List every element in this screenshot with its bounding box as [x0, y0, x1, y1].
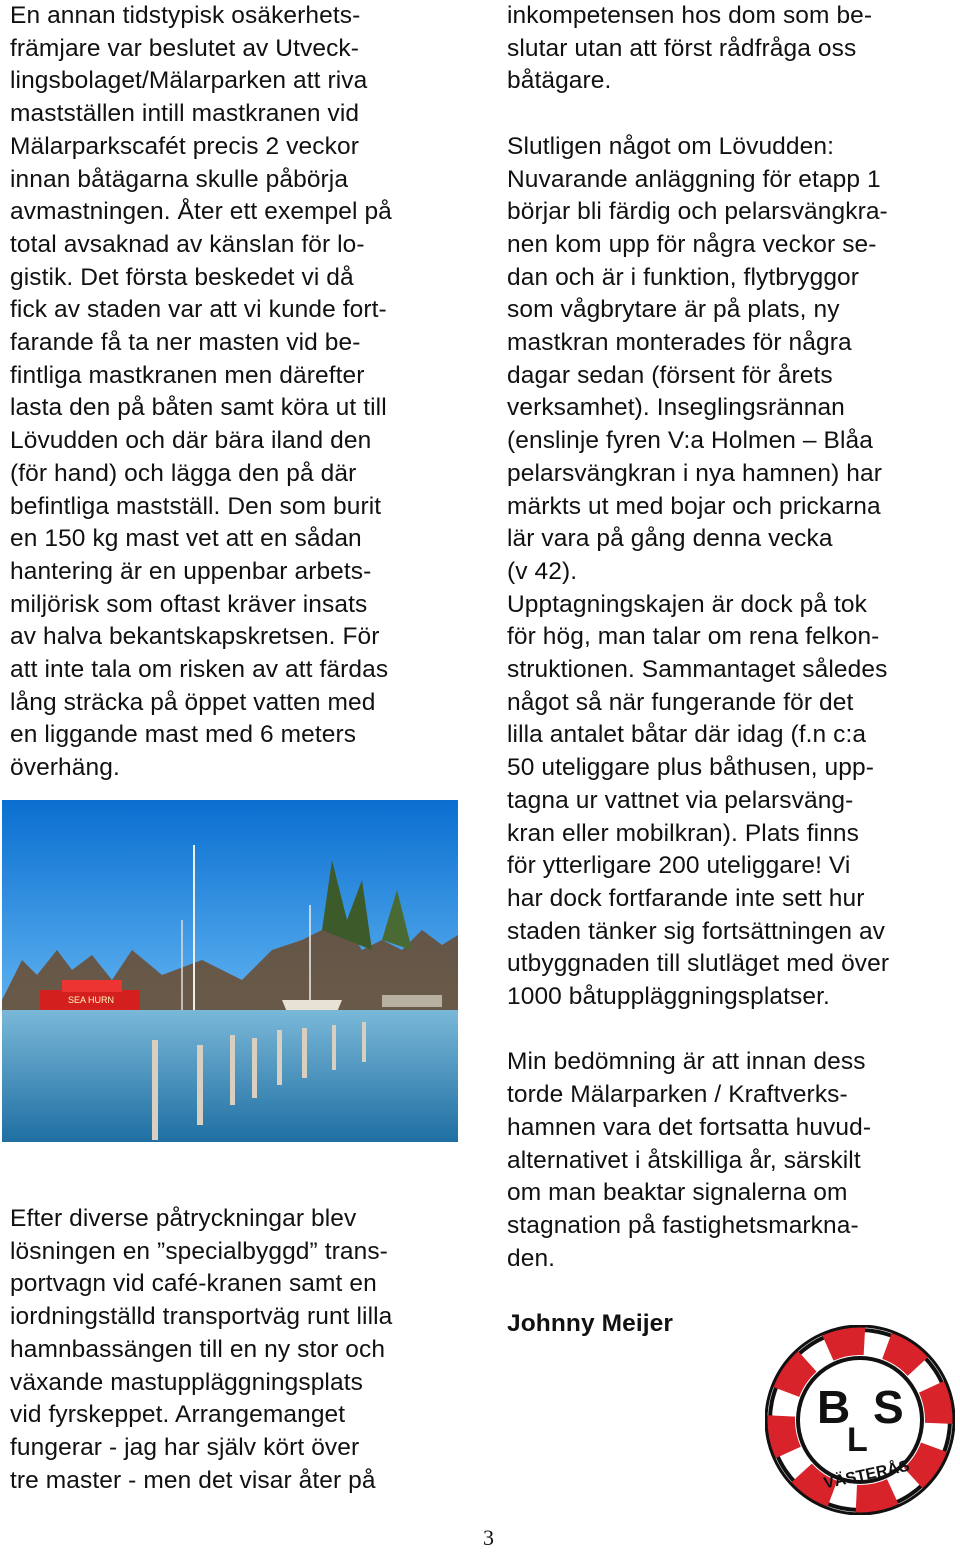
- boat-name-text: SEA HURN: [68, 995, 115, 1005]
- text-line: 1000 båtuppläggningsplatser.: [507, 983, 830, 1011]
- text-line: fungerar - jag har själv kört över: [10, 1433, 360, 1461]
- text-line: för ytterligare 200 uteliggare! Vi: [507, 852, 851, 880]
- author-name: Johnny Meijer: [507, 1310, 674, 1338]
- text-line: en liggande mast med 6 meters: [10, 721, 357, 749]
- text-line: växande mastuppläggningsplats: [10, 1368, 363, 1396]
- text-line: En annan tidstypisk osäkerhets-: [10, 2, 361, 29]
- text-line: utbyggnaden till slutläget med över: [507, 950, 890, 978]
- text-line: Slutligen något om Lövudden:: [507, 132, 834, 160]
- text-line: har dock fortfarande inte sett hur: [507, 884, 865, 912]
- text-line: Efter diverse påtryckningar blev: [10, 1205, 357, 1232]
- bls-vasteras-lifebuoy-logo: [765, 1325, 955, 1515]
- logo-letter-s: S: [873, 1381, 904, 1433]
- text-line: lång sträcka på öppet vatten med: [10, 688, 376, 716]
- text-line: lilla antalet båtar där idag (f.n c:a: [507, 721, 867, 749]
- right-paragraph-1: [507, 0, 957, 98]
- harbor-photo: [2, 800, 458, 1142]
- text-line: alternativet i åtskilliga år, särskilt: [507, 1146, 861, 1174]
- text-line: fintliga mastkranen men därefter: [10, 361, 365, 389]
- text-line: avmastningen. Åter ett exempel på: [10, 198, 392, 226]
- logo-letter-l: L: [847, 1421, 868, 1459]
- text-line: mastkran monterades för några: [507, 329, 852, 357]
- text-line: främjare var beslutet av Utveck-: [10, 34, 360, 62]
- text-line: om man beaktar signalerna om: [507, 1179, 848, 1207]
- text-line: dagar sedan (försent för årets: [507, 361, 833, 389]
- text-line: tre master - men det visar åter på: [10, 1466, 376, 1494]
- text-line: farande få ta ner masten vid be-: [10, 329, 361, 357]
- text-line: hamnbassängen till en ny stor och: [10, 1335, 386, 1363]
- text-line: innan båtägarna skulle påbörja: [10, 165, 349, 193]
- logo-letter-b: B: [817, 1381, 851, 1433]
- text-line: Lövudden och där bära iland den: [10, 427, 372, 455]
- text-line: lösningen en ”specialbyggd” trans-: [10, 1237, 388, 1265]
- text-line: gistik. Det första beskedet vi då: [10, 263, 354, 291]
- text-line: 50 uteliggare plus båthusen, upp-: [507, 754, 874, 782]
- text-line: iordningställd transportväg runt lilla: [10, 1303, 393, 1331]
- right-paragraph-3: [507, 1046, 957, 1275]
- text-line: av halva bekantskapskretsen. För: [10, 623, 380, 651]
- text-line: en 150 kg mast vet att en sådan: [10, 525, 362, 553]
- text-line: nen kom upp för några veckor se-: [507, 230, 877, 258]
- logo-ring-text: VÄSTERÅS: [822, 1457, 912, 1493]
- text-line: inkompetensen hos dom som be-: [507, 2, 873, 29]
- text-line: befintliga mastställ. Den som burit: [10, 492, 382, 520]
- right-column-text: [507, 0, 957, 1341]
- text-line: lingsbolaget/Mälarparken att riva: [10, 67, 368, 95]
- text-line: hantering är en uppenbar arbets-: [10, 557, 372, 585]
- text-line: stagnation på fastighetsmarkna-: [507, 1211, 859, 1239]
- text-line: tagna ur vattnet via pelarsväng-: [507, 786, 854, 814]
- text-line: miljörisk som oftast kräver insats: [10, 590, 368, 618]
- page-number: 3: [483, 1525, 494, 1550]
- text-line: (v 42).: [507, 557, 578, 585]
- left-column-bottom-text: [10, 1203, 460, 1497]
- text-line: båtägare.: [507, 67, 612, 95]
- text-line: som vågbrytare är på plats, ny: [507, 296, 840, 324]
- text-line: kran eller mobilkran). Plats finns: [507, 819, 859, 847]
- right-paragraph-2: [507, 131, 957, 1014]
- text-line: något så när fungerande för det: [507, 688, 854, 716]
- text-line: för hög, man talar om rena felkon-: [507, 623, 880, 651]
- text-line: dan och är i funktion, flytbryggor: [507, 263, 860, 291]
- text-line: staden tänker sig fortsättningen av: [507, 917, 886, 945]
- text-line: börjar bli färdig och pelarsvängkra-: [507, 198, 888, 226]
- text-line: pelarsvängkran i nya hamnen) har: [507, 459, 882, 487]
- text-line: att inte tala om risken av att färdas: [10, 656, 389, 684]
- text-line: (för hand) och lägga den på där: [10, 459, 357, 487]
- text-line: lasta den på båten samt köra ut till: [10, 394, 387, 422]
- text-line: (enslinje fyren V:a Holmen – Blåa: [507, 427, 873, 455]
- left-column-top-text: [10, 0, 460, 785]
- text-line: lär vara på gång denna vecka: [507, 525, 833, 553]
- text-line: slutar utan att först rådfråga oss: [507, 34, 857, 62]
- text-line: portvagn vid café-kranen samt en: [10, 1270, 377, 1298]
- text-line: Mälarparkscafét precis 2 veckor: [10, 132, 359, 160]
- text-line: torde Mälarparken / Kraftverks-: [507, 1081, 848, 1109]
- text-line: mastställen intill mastkranen vid: [10, 100, 360, 128]
- text-line: Nuvarande anläggning för etapp 1: [507, 165, 881, 193]
- text-line: vid fyrskeppet. Arrangemanget: [10, 1401, 346, 1429]
- text-line: märkts ut med bojar och prickarna: [507, 492, 881, 520]
- text-line: den.: [507, 1244, 556, 1272]
- text-line: Min bedömning är att innan dess: [507, 1048, 866, 1076]
- text-line: total avsaknad av känslan för lo-: [10, 230, 365, 258]
- text-line: hamnen vara det fortsatta huvud-: [507, 1113, 872, 1141]
- text-line: Upptagningskajen är dock på tok: [507, 590, 867, 618]
- text-line: struktionen. Sammantaget således: [507, 656, 888, 684]
- text-line: överhäng.: [10, 754, 120, 782]
- text-line: fick av staden var att vi kunde fort-: [10, 296, 387, 324]
- text-line: verksamhet). Inseglingsrännan: [507, 394, 845, 422]
